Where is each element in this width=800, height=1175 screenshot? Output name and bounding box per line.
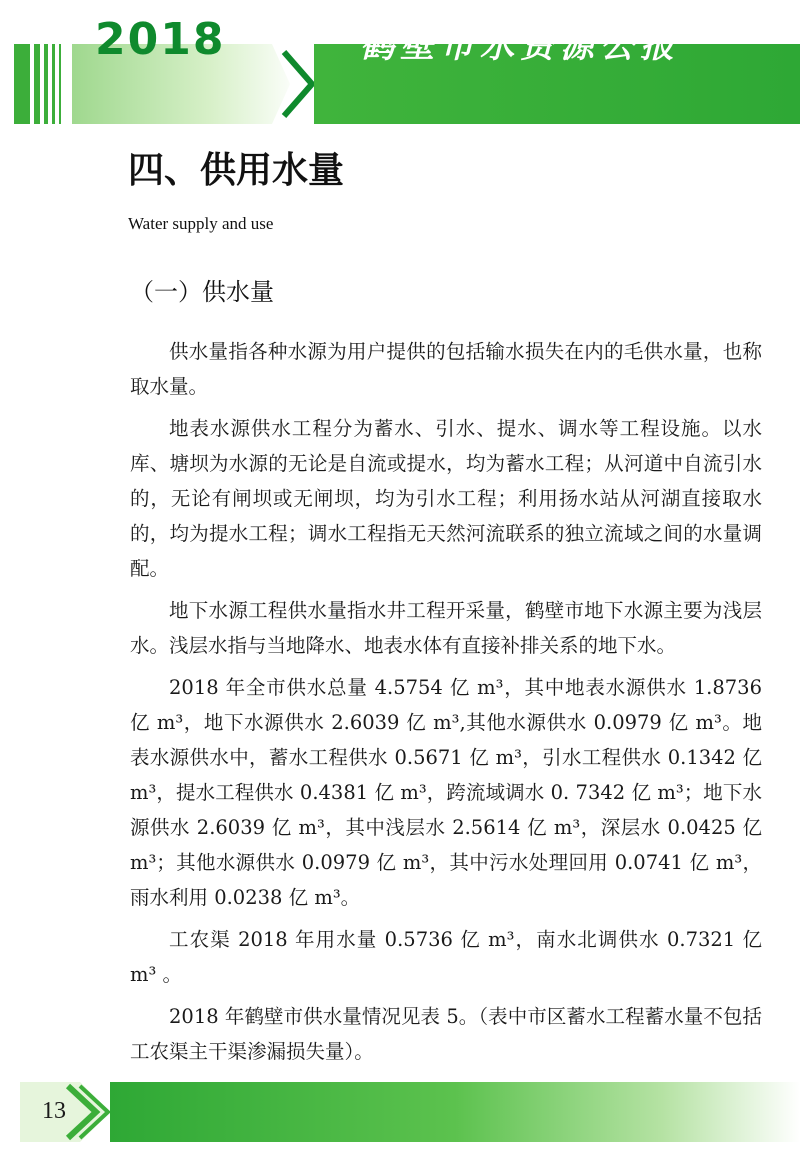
report-title: 鹤壁市水资源公报 [360,26,680,66]
section-subtitle: Water supply and use [128,214,274,233]
header-stripes-decoration [14,44,72,124]
paragraph: 2018 年全市供水总量 4.5754 亿 m³，其中地表水源供水 1.8736 亿 m³，地下水源供水 2.6039 亿 m³,其他水源供水 0.0979 亿 m³。地表水源供水中，蓄水工程供水 0.5671 亿 m³，引水工程供水 0.1342 亿 m³，提水工程供水 0.4381 亿 m³，跨流域调水 0. 7342 亿 m³；地下水源供水 2.6039 亿 m³，其中浅层水 2.5614 亿 m³，深层水 0.0425 亿 m³；其他水源供水 0.0979 亿 m³，其中污水处理回用 0.0741 亿 m³，雨水利用 0.0238 亿 m³。 [130,676,762,909]
paragraph: 工农渠 2018 年用水量 0.5736 亿 m³，南水北调供水 0.7321 亿 m³ 。 [130,928,762,986]
section-title: 四、供用水量 [128,150,345,191]
paragraph: 2018 年鹤壁市供水量情况见表 5。（表中市区蓄水工程蓄水量不包括工农渠主干渠渗漏损失量）。 [130,1005,762,1063]
paragraph: 地下水源工程供水量指水井工程开采量，鹤壁市地下水源主要为浅层水。浅层水指与当地降水、地表水体有直接补排关系的地下水。 [130,599,762,657]
paragraph: 地表水源供水工程分为蓄水、引水、提水、调水等工程设施。以水库、塘坝为水源的无论是自流或提水，均为蓄水工程；从河道中自流引水的，无论有闸坝或无闸坝，均为引水工程；利用扬水站从河湖直接取水的，均为提水工程；调水工程指无天然河流联系的独立流域之间的水量调配。 [130,417,762,580]
report-year: 2018 [95,14,226,65]
body-text [130,334,762,1076]
paragraph: 供水量指各种水源为用户提供的包括输水损失在内的毛供水量，也称取水量。 [130,340,762,398]
page-number: 13 [42,1098,66,1124]
footer-band [110,1082,800,1142]
subsection-title: （一）供水量 [130,278,274,306]
